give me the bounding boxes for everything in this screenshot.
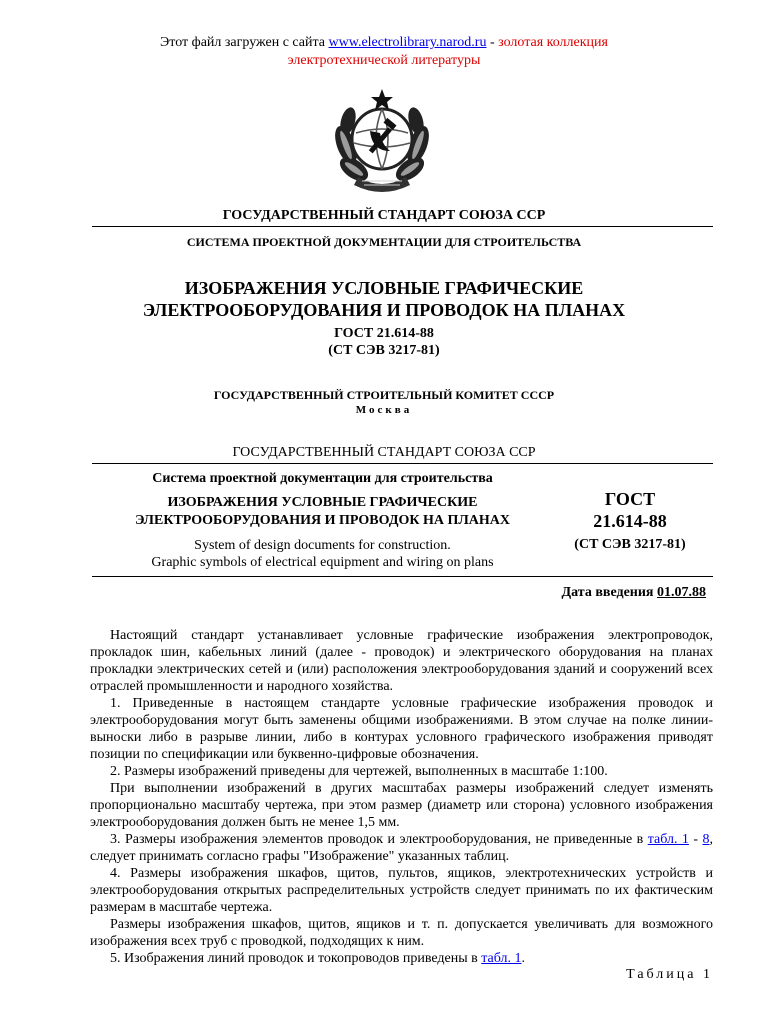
notice-collection-line2: электротехнической литературы (287, 53, 481, 68)
box-title-line2: ЭЛЕКТРООБОРУДОВАНИЯ И ПРОВОДОК НА ПЛАНАХ (134, 513, 511, 528)
notice-prefix: Этот файл загружен с сайта (160, 35, 326, 50)
paragraph-4-cont: Размеры изображения шкафов, щитов, ящиков и т. п. допускается увеличивать для возможного изображения всех труб с проводкой, подходящих к ним. (90, 917, 713, 949)
box-english-title (100, 537, 545, 571)
table-1-label: Таблица 1 (626, 967, 713, 982)
intro-date-label: Дата введения (561, 585, 654, 600)
paragraph-2: 2. Размеры изображений приведены для чертежей, выполненных в масштабе 1:100. (110, 764, 608, 779)
standard-body (90, 627, 713, 967)
paragraph-2-cont: При выполнении изображений в других масштабах размеры изображений следует изменять пропорционально масштабу чертежа, при этом размер (диаметр или сторона) условного изображения электрооборудования должен быть не менее 1,5 мм. (90, 781, 713, 830)
box-english-line2: Graphic symbols of electrical equipment and wiring on plans (151, 555, 494, 570)
box-gost (545, 488, 715, 532)
cover-divider (92, 226, 713, 227)
cover-state-standard: ГОСУДАРСТВЕННЫЙ СТАНДАРТ СОЮЗА ССР (222, 208, 546, 223)
box-title (100, 494, 545, 530)
cover-gost (60, 325, 708, 359)
box-english-line1: System of design documents for construction. (194, 538, 451, 553)
cover-title-line2: ЭЛЕКТРООБОРУДОВАНИЯ И ПРОВОДОК НА ПЛАНАХ (142, 300, 626, 320)
box-system: Система проектной документации для строительства (152, 471, 493, 486)
site-link[interactable]: www.electrolibrary.narod.ru (328, 35, 487, 50)
cover-title (60, 277, 708, 321)
box-gost-label: ГОСТ (604, 489, 656, 509)
committee-city: Москва (355, 404, 413, 416)
cover-title-line1: ИЗОБРАЖЕНИЯ УСЛОВНЫЕ ГРАФИЧЕСКИЕ (184, 278, 584, 298)
paragraph-3 (90, 831, 713, 865)
intro-date-value: 01.07.88 (657, 585, 706, 600)
ussr-emblem-icon (326, 85, 438, 197)
box-state-standard: ГОСУДАРСТВЕННЫЙ СТАНДАРТ СОЮЗА ССР (232, 445, 536, 460)
paragraph-3-text-b: , следует принимать согласно графы "Изображение" указанных таблиц. (90, 832, 713, 864)
paragraph-1: 1. Приведенные в настоящем стандарте условные графические изображения проводок и электрооборудования могут быть заменены общими изображениями. В этом случае на полке линии-выноски либо в разрыве линии, либо в контурах условного графического изображения приводят позиции по спецификации или буквенно-цифровые обозначения. (90, 696, 713, 762)
cover-system: СИСТЕМА ПРОЕКТНОЙ ДОКУМЕНТАЦИИ ДЛЯ СТРОИТЕЛЬСТВА (186, 235, 582, 249)
paragraph-3-dash: - (688, 832, 703, 847)
box-sev: (СТ СЭВ 3217-81) (574, 537, 686, 552)
intro-date (400, 585, 706, 601)
table-1-link-2[interactable]: табл. 1 (481, 951, 522, 966)
cover-gost-number: ГОСТ 21.614-88 (334, 326, 434, 341)
paragraph-5-text-a: 5. Изображения линий проводок и токопроводов приведены в (110, 951, 482, 966)
download-notice (60, 34, 708, 70)
cover-sev-number: (СТ СЭВ 3217-81) (328, 343, 440, 358)
cover-committee (60, 388, 708, 418)
paragraph-5-text-b: . (521, 951, 526, 966)
box-bottom-rule (92, 576, 713, 577)
notice-collection: золотая коллекция (498, 35, 608, 50)
paragraph-3-text-a: 3. Размеры изображения элементов проводок и электрооборудования, не приведенные в (110, 832, 648, 847)
paragraph-intro: Настоящий стандарт устанавливает условные графические изображения электропроводок, прокладок шин, кабельных линий (далее - проводок) и электрического оборудования на планах прокладки электрических сетей и (или) расположения электрооборудования зданий и сооружений всех отраслей промышленности и народного хозяйства. (90, 628, 713, 694)
committee-name: ГОСУДАРСТВЕННЫЙ СТРОИТЕЛЬНЫЙ КОМИТЕТ СССР (213, 388, 555, 402)
paragraph-4: 4. Размеры изображения шкафов, щитов, пультов, ящиков, электротехнических устройств и электрооборудования открытых распределительных устройств следует принимать по их фактическим размерам в масштабе чертежа. (90, 866, 713, 915)
table-8-link[interactable]: 8 (702, 832, 710, 847)
paragraph-5 (90, 950, 713, 967)
box-top-rule (92, 463, 713, 464)
box-gost-number: 21.614-88 (593, 511, 667, 531)
notice-dash: - (486, 35, 499, 50)
box-title-line1: ИЗОБРАЖЕНИЯ УСЛОВНЫЕ ГРАФИЧЕСКИЕ (167, 495, 478, 510)
table-1-link[interactable]: табл. 1 (647, 832, 689, 847)
